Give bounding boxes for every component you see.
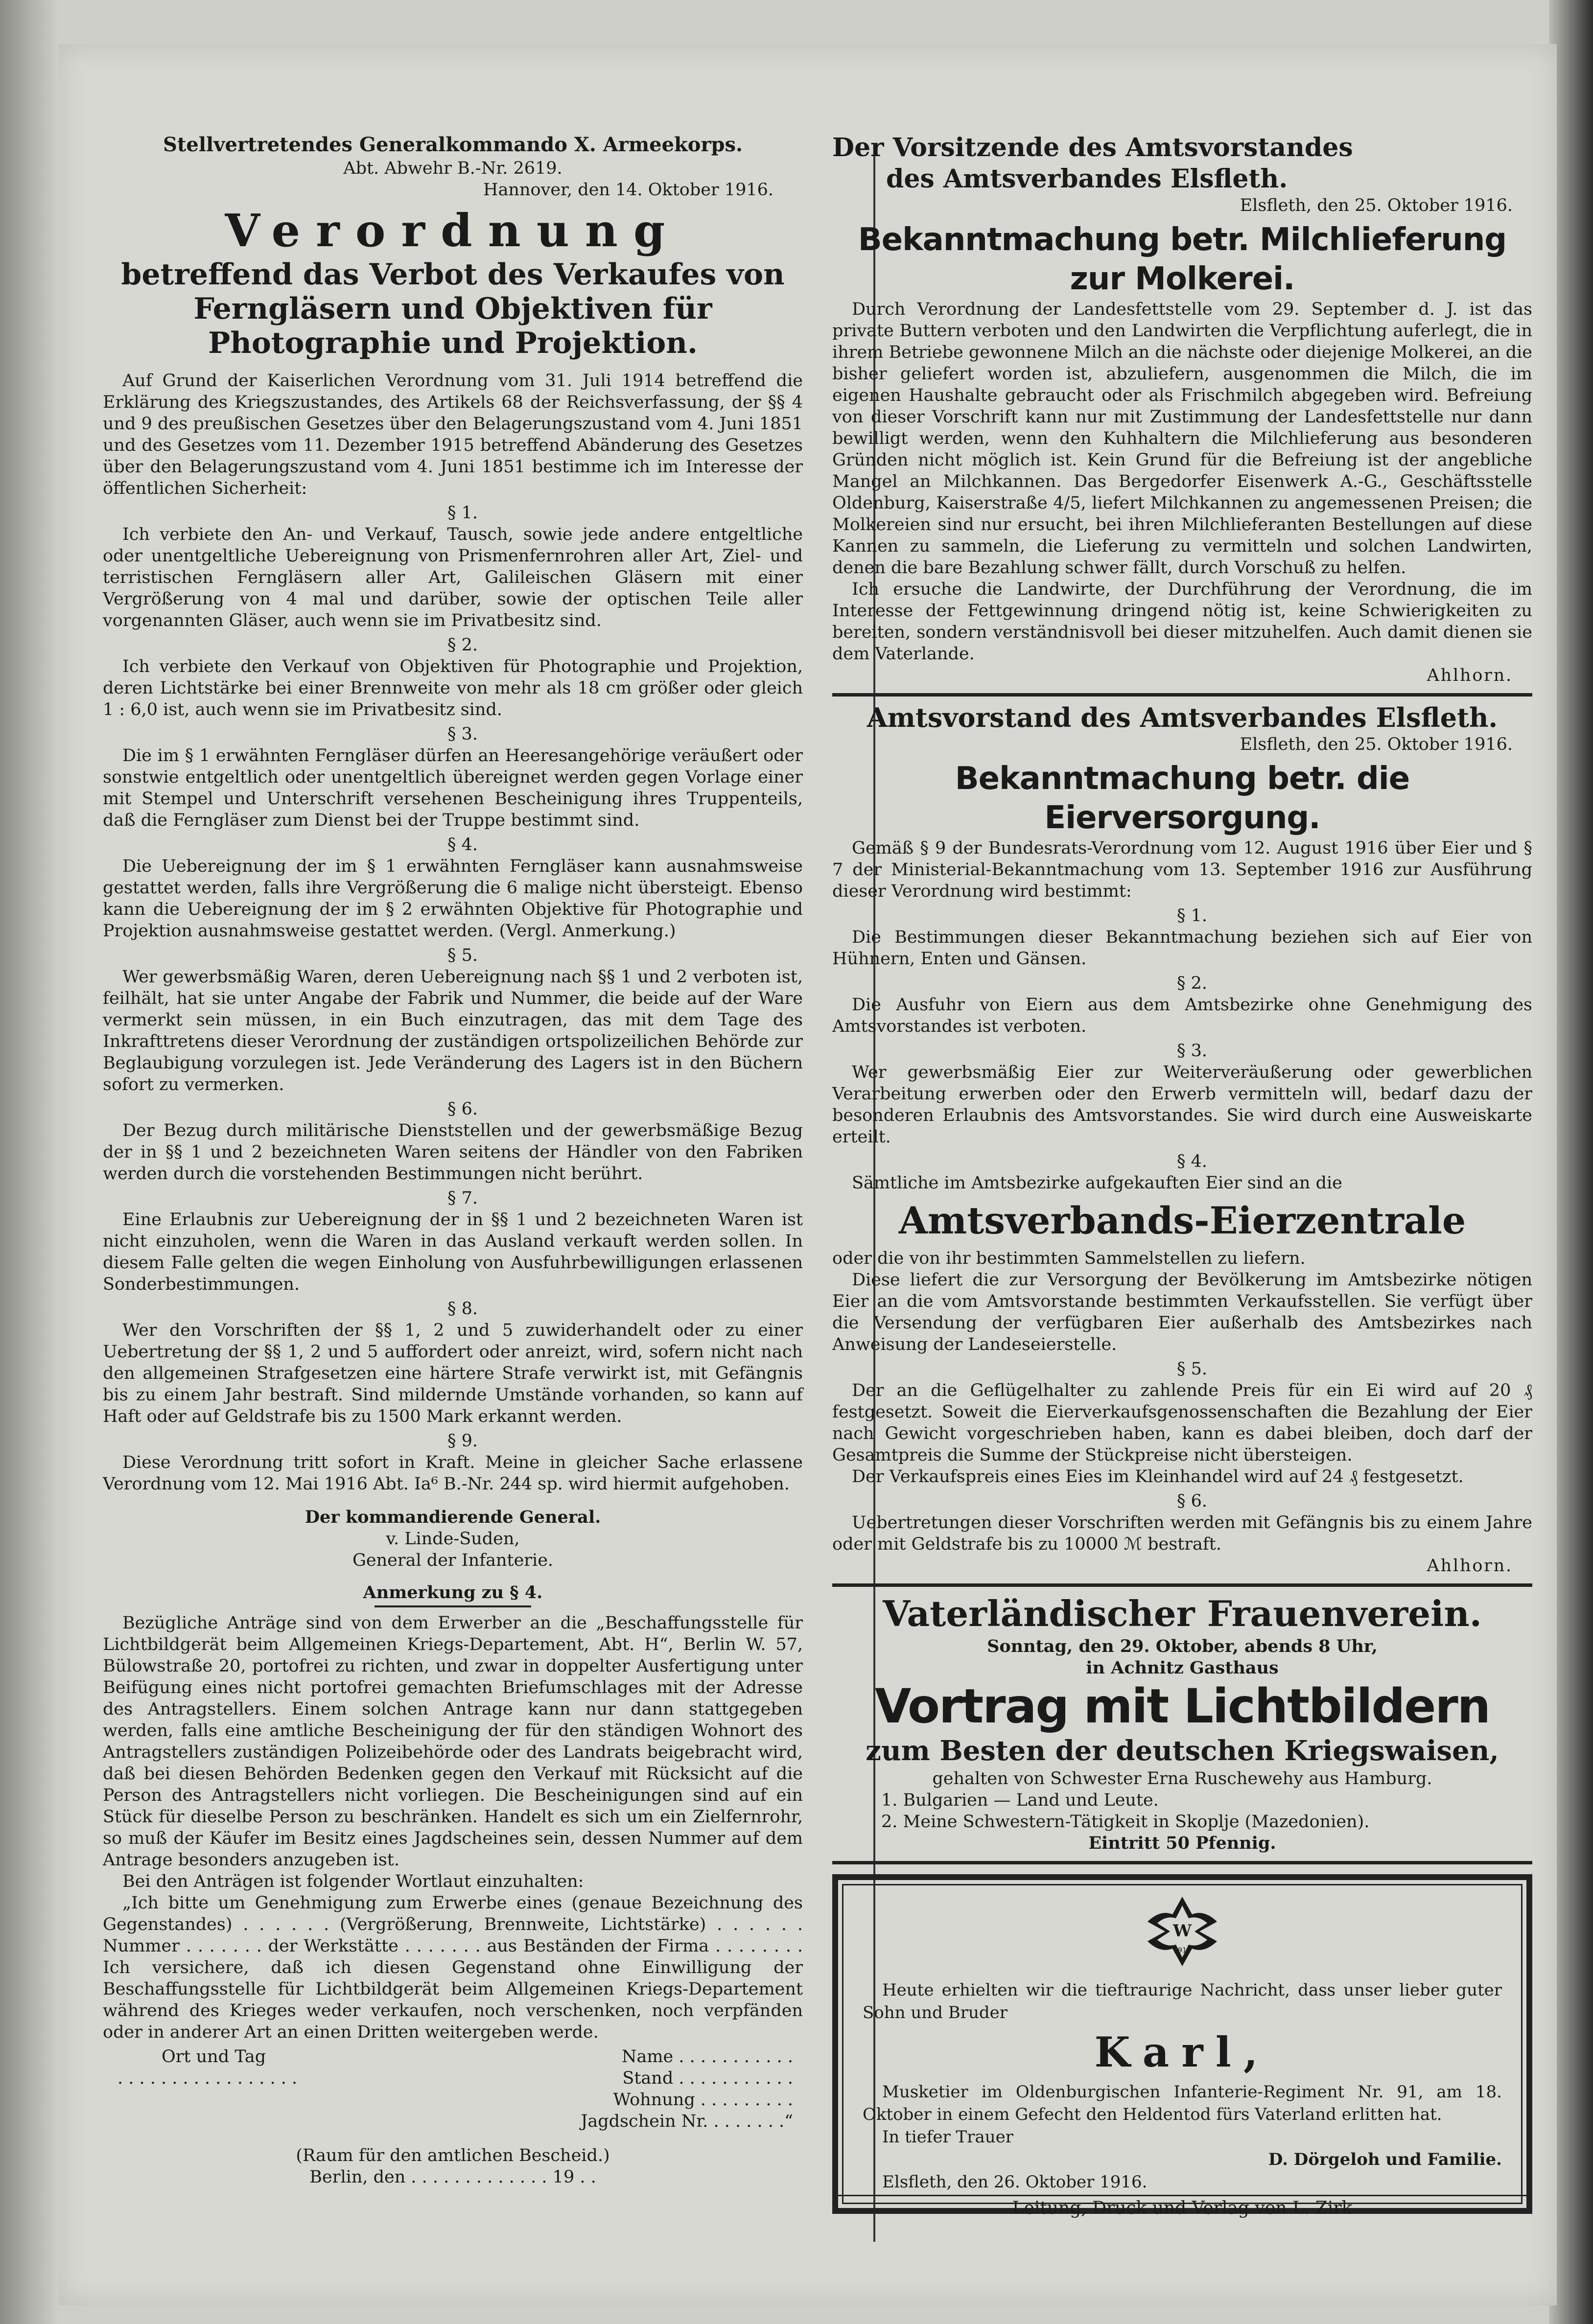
left-column bbox=[103, 132, 803, 2187]
form-text: „Ich bitte um Genehmigung zum Erwerbe eines (genaue Bezeichnung des Gegenstandes) . . . . . . (Vergrößerung, Brennweite, Lichtstärke) . . . . . . Nummer . . . . . . . der Werkstätte . . . . . . . aus Beständen der Firma . . . . . . . . Ich versichere, daß ich diesen Gegenstand ohne Einwilligung der Beschaffungsstelle für Lichtbildgerät beim Allgemeinen Kriegs-Departement während des Krieges weder verkaufen, noch verschenken, noch verpfänden oder in anderer Art an einen Dritten weitergeben werde. bbox=[103, 1893, 803, 2042]
right-column bbox=[832, 132, 1532, 2192]
decree-title: Verordnung bbox=[225, 204, 681, 257]
section-text: Eine Erlaubnis zur Uebereignung der in §§ 1 und 2 bezeichneten Waren ist nicht einzuholen, wenn die Waren in das Ausland verkauft werden sollen. In diesem Falle gelten die wegen Einholung von Ausfuhrbewilligungen erlassenen Sonderbestimmungen. bbox=[103, 1210, 803, 1294]
section-heading: § 3. bbox=[447, 724, 478, 744]
egg-notice-title: Bekanntmachung betr. die Eierversorgung. bbox=[955, 761, 1410, 836]
chairman-heading-2: des Amtsverbandes Elsfleth. bbox=[886, 164, 1288, 194]
form-wohnung-label: Wohnung . . . . . . . . . bbox=[613, 2090, 793, 2110]
signature-ahlhorn: Ahlhorn. bbox=[1427, 1556, 1513, 1576]
lecture-item: 1. Bulgarien — Land und Leute. bbox=[881, 1790, 1159, 1810]
command-header: Stellvertretendes Generalkommando X. Armeekorps. bbox=[163, 133, 743, 156]
section-text: Der Verkaufspreis eines Eies im Kleinhandel wird auf 24 ₰ festgesetzt. bbox=[852, 1467, 1464, 1487]
form-stand-label: Stand . . . . . . . . . . . bbox=[622, 2068, 793, 2088]
section-text: Die Uebereignung der im § 1 erwähnten Ferngläser kann ausnahmsweise gestattet werden, falls ihre Vergrößerung die 6 malige nicht übersteigt. Ebenso kann die Uebereignung der im § 2 erwähnten Objektive für Photographie und Projektion ausnahmsweise gestattet werden. (Vergl. Anmerkung.) bbox=[103, 857, 803, 941]
form-name-label: Name . . . . . . . . . . . bbox=[621, 2047, 793, 2067]
section-text: Der an die Geflügelhalter zu zahlende Preis für ein Ei wird auf 20 ₰ festgesetzt. Soweit die Eierverkaufsgenossenschaften die Bezahlung der Eier nach Gewicht vorgeschrieben haben, kann es dabei bleiben, doch darf der Gesamtpreis die Summe der Stückpreise nicht übersteigen. bbox=[832, 1381, 1532, 1465]
divider bbox=[832, 693, 1532, 697]
lecture-item: 2. Meine Schwestern-Tätigkeit in Skoplje (Mazedonien). bbox=[881, 1812, 1370, 1832]
section-text: Sämtliche im Amtsbezirke aufgekauften Eier sind an die bbox=[852, 1173, 1342, 1193]
signature-title: Der kommandierende General. bbox=[305, 1507, 601, 1527]
iron-cross-icon bbox=[1146, 1895, 1219, 1968]
form-place-label: Ort und Tag bbox=[162, 2047, 266, 2067]
section-text: Die im § 1 erwähnten Ferngläser dürfen an Heeresangehörige veräußert oder sonstwie entgeltlich oder unentgeltlich übereignet werden gegen Vorlage einer mit Stempel und Unterschrift versehenen Bescheinigung ihres Truppenteils, daß die Ferngläser zum Dienst bei der Truppe bestimmt sind. bbox=[103, 746, 803, 830]
form-row bbox=[103, 2089, 803, 2111]
note-text: Bezügliche Anträge sind von dem Erwerber an die „Beschaffungsstelle für Lichtbildgerät beim Allgemeinen Kriegs-Departement, Abt. H“, Berlin W. 57, Bülowstraße 20, portofrei zu richten, und zwar in doppelter Ausfertigung unter Beifügung eines nicht portofrei gemachten Briefumschlages mit der Adresse des Antragstellers. Einem solchen Antrage kann nur dann stattgegeben werden, falls eine amtliche Bescheinigung der für den ständigen Wohnort des Antragstellers zuständigen Polizeibehörde oder des Landrats beigebracht wird, daß bei diesen Behörden Bedenken gegen den Verkauf mit Rücksicht auf die Person des Antragstellers nicht vorliegen. Die Bescheinigungen sind auf ein Stück für dieselbe Person zu beschränken. Handelt es sich um ein Zielfernrohr, so muß der Käufer im Besitz eines Jagdscheines sein, dessen Nummer auf dem Antrage besonders anzugeben ist. bbox=[103, 1613, 803, 1870]
publisher-footer: Leitung, Druck und Verlag von L. Zirk bbox=[1012, 2198, 1353, 2218]
obituary-date: Elsfleth, den 26. Oktober 1916. bbox=[882, 2172, 1148, 2192]
section-text: Der Bezug durch militärische Dienststellen und der gewerbsmäßige Bezug der in §§ 1 und 2 bezeichneten Waren seitens der Händler von den Fabriken werden durch die vorstehenden Bestimmungen nicht berührt. bbox=[103, 1121, 803, 1184]
cross-letter: W bbox=[1172, 1921, 1192, 1941]
section-text: Wer gewerbsmäßig Eier zur Weiterveräußerung oder gewerblichen Verarbeitung erwerben oder den Erwerb vermitteln will, bedarf dazu der besonderen Erlaubnis des Amtsvorstandes. Sie wird durch eine Ausweiskarte erteilt. bbox=[832, 1063, 1532, 1147]
date-line: Elsfleth, den 25. Oktober 1916. bbox=[1240, 735, 1513, 754]
section-heading: § 6. bbox=[1176, 1491, 1208, 1511]
section-heading: § 2. bbox=[1176, 974, 1208, 993]
mourning-line: In tiefer Trauer bbox=[882, 2127, 1014, 2147]
divider bbox=[832, 1861, 1532, 1864]
note-text: Bei den Anträgen ist folgender Wortlaut einzuhalten: bbox=[122, 1872, 584, 1891]
section-heading: § 1. bbox=[447, 503, 478, 523]
section-text: Wer den Vorschriften der §§ 1, 2 und 5 zuwiderhandelt oder zu einer Uebertretung der §§ 1, 2 und 5 auffordert oder anreizt, wird, sofern nicht nach den allgemeinen Strafgesetzen eine härtere Strafe verwirkt ist, mit Gefängnis bis zu einem Jahr bestraft. Sind mildernde Umstände vorhanden, so kann auf Haft oder auf Geldstrafe bis zu 1500 Mark erkannt werden. bbox=[103, 1321, 803, 1426]
section-heading: § 1. bbox=[1176, 906, 1208, 926]
obituary-text: Heute erhielten wir die tieftraurige Nachricht, dass unser lieber guter Sohn und Bruder bbox=[863, 1980, 1502, 2022]
milk-notice-title: Bekanntmachung betr. Milchlieferung zur Molkerei. bbox=[858, 222, 1507, 297]
event-location: in Achnitz Gasthaus bbox=[1086, 1658, 1279, 1678]
signature-name: v. Linde-Suden, bbox=[386, 1529, 520, 1549]
section-heading: § 8. bbox=[447, 1299, 478, 1319]
admission: Eintritt 50 Pfennig. bbox=[1088, 1833, 1276, 1853]
egg-intro: Gemäß § 9 der Bundesrats-Verordnung vom 12. August 1916 über Eier und § 7 der Ministerial-Bekanntmachung vom 13. September 1916 zur Ausführung dieser Verordnung wird bestimmt: bbox=[832, 838, 1532, 901]
newspaper-page bbox=[59, 44, 1557, 2305]
event-date: Sonntag, den 29. Oktober, abends 8 Uhr, bbox=[987, 1636, 1378, 1656]
form-jagd-label: Jagdschein Nr. . . . . . . .“ bbox=[581, 2112, 793, 2131]
obituary-box bbox=[832, 1874, 1532, 2214]
note-underline bbox=[375, 1605, 531, 1607]
association-heading: Vaterländischer Frauenverein. bbox=[883, 1593, 1482, 1634]
section-heading: § 5. bbox=[447, 946, 478, 965]
egg-central-heading: Amtsverbands-Eierzentrale bbox=[898, 1199, 1466, 1242]
place-date: Hannover, den 14. Oktober 1916. bbox=[483, 180, 773, 200]
scan-edge-left bbox=[0, 0, 59, 2324]
decree-intro: Auf Grund der Kaiserlichen Verordnung vom 31. Juli 1914 betreffend die Erklärung des Kriegszustandes, des Artikels 68 der Reichsverfassung, der §§ 4 und 9 des preußischen Gesetzes über den Belagerungszustand vom 4. Juni 1851 und des Gesetzes vom 11. Dezember 1915 betreffend Abänderung des Gesetzes über den Belagerungszustand vom 4. Juni 1851 bestimme ich im Interesse der öffentlichen Sicherheit: bbox=[103, 371, 803, 498]
form-row bbox=[103, 2046, 803, 2068]
milk-notice-text: Durch Verordnung der Landesfettstelle vom 29. September d. J. ist das private Buttern verboten und den Landwirten die Verpflichtung auferlegt, die in ihrem Betriebe gewonnene Milch an die nächste oder diejenige Molkerei, an die bisher geliefert worden ist, abzuliefern, ausgenommen die Milch, die im eigenen Haushalte gebraucht oder als Frischmilch abgegeben wird. Befreiung von dieser Vorschrift kann nur mit Zustimmung der Landesfettstelle nur dann bewilligt werden, wenn den Kuhhaltern die Milchlieferung aus besonderen Gründen nicht möglich ist. Kein Grund für die Befreiung ist der angebliche Mangel an Milchkannen. Das Bergedorfer Eisenwerk A.-G., Geschäftsstelle Oldenburg, Kaiserstraße 4/5, liefert Milchkannen zu angemessenen Preisen; die Molkereien sind nur ersucht, bei ihren Milchlieferanten Bestellungen auf diese Kannen zu sammeln, die Lieferung zu vermitteln und solchen Landwirten, denen die bare Bezahlung schwer fällt, durch Vorschuß zu helfen. bbox=[832, 300, 1532, 578]
chairman-heading: Der Vorsitzende des Amtsvorstandes bbox=[832, 133, 1353, 163]
deceased-name: Karl, bbox=[1094, 2028, 1270, 2076]
note-heading: Anmerkung zu § 4. bbox=[363, 1582, 543, 1603]
signature-rank: General der Infanterie. bbox=[352, 1551, 554, 1570]
section-heading: § 9. bbox=[447, 1431, 478, 1451]
official-space: (Raum für den amtlichen Bescheid.) bbox=[296, 2146, 610, 2165]
section-text: Ich verbiete den An- und Verkauf, Tausch, sowie jede andere entgeltliche oder unentgeltliche Uebereignung von Prismenfernrohren aller Art, Ziel- und terristischen Ferngläsern aller Art, Galileischen Gläsern mit einer Vergrößerung von 4 mal und darüber, sowie der optischen Teile aller vorgenannten Gläser, auch wenn sie im Privatbesitz sind. bbox=[103, 525, 803, 630]
section-heading: § 2. bbox=[447, 635, 478, 655]
form-dots: . . . . . . . . . . . . . . . . . bbox=[117, 2068, 298, 2088]
form-row bbox=[103, 2111, 803, 2132]
section-text: Diese Verordnung tritt sofort in Kraft. Meine in gleicher Sache erlassene Verordnung vom 12. Mai 1916 Abt. Ia⁶ B.-Nr. 244 sp. wird hiermit aufgehoben. bbox=[103, 1453, 803, 1494]
section-text: Uebertretungen dieser Vorschriften werden mit Gefängnis bis zu einem Jahre oder mit Geldstrafe bis zu 10000 ℳ bestraft. bbox=[832, 1513, 1532, 1554]
form-row bbox=[103, 2068, 803, 2089]
dept-line: Abt. Abwehr B.-Nr. 2619. bbox=[343, 159, 562, 178]
iron-cross bbox=[863, 1895, 1502, 1974]
section-text: Ich verbiete den Verkauf von Objektiven für Photographie und Projektion, deren Lichtstärke bei einer Brennweite von mehr als 18 cm größer oder gleich 1 : 6,0 ist, auch wenn sie im Privatbesitz sind. bbox=[103, 657, 803, 720]
obituary-text-2: Musketier im Oldenburgischen Infanterie-Regiment Nr. 91, am 18. Oktober in einem Gefecht den Heldentod fürs Vaterland erlitten hat. bbox=[863, 2082, 1502, 2124]
section-heading: § 5. bbox=[1176, 1359, 1208, 1379]
lecture-title: Vortrag mit Lichtbildern bbox=[874, 1679, 1490, 1734]
section-text: Die Ausfuhr von Eiern aus dem Amtsbezirke ohne Genehmigung des Amtsvorstandes ist verboten. bbox=[832, 995, 1532, 1036]
section-heading: § 4. bbox=[1176, 1152, 1208, 1171]
section-heading: § 7. bbox=[447, 1188, 478, 1208]
section-text: Die Bestimmungen dieser Bekanntmachung beziehen sich auf Eier von Hühnern, Enten und Gänsen. bbox=[832, 928, 1532, 969]
section-heading: § 4. bbox=[447, 835, 478, 855]
berlin-date-line: Berlin, den . . . . . . . . . . . . . 19 . . bbox=[309, 2167, 596, 2187]
divider bbox=[832, 1583, 1532, 1587]
section-heading: § 6. bbox=[447, 1099, 478, 1119]
section-text: Wer gewerbsmäßig Waren, deren Uebereignung nach §§ 1 und 2 verboten ist, feilhält, hat sie unter Angabe der Fabrik und Nummer, die beide auf der Ware vermerkt sein müssen, in ein Buch einzutragen, das mit dem Tage des Inkrafttretens dieser Verordnung der zuständigen ortspolizeilichen Behörde zur Beglaubigung vorzulegen ist. Jede Veränderung des Lagers ist in den Büchern sofort zu vermerken. bbox=[103, 967, 803, 1094]
date-line: Elsfleth, den 25. Oktober 1916. bbox=[1240, 196, 1513, 215]
signature-ahlhorn: Ahlhorn. bbox=[1427, 666, 1513, 685]
lecturer: gehalten von Schwester Erna Ruschewehy aus Hamburg. bbox=[932, 1769, 1432, 1789]
lecture-purpose: zum Besten der deutschen Kriegswaisen, bbox=[866, 1735, 1499, 1767]
milk-notice-text-2: Ich ersuche die Landwirte, der Durchführung der Verordnung, die im Interesse der Fettgewinnung dringend nötig ist, keine Schwierigkeiten zu bereiten, sondern verständnisvoll bei dieser mitzuhelfen. Auch damit dienen sie dem Vaterlande. bbox=[832, 580, 1532, 664]
cross-year: 1914 bbox=[1173, 1947, 1191, 1954]
amtsvorstand-heading: Amtsvorstand des Amtsverbandes Elsfleth. bbox=[867, 702, 1498, 733]
family-signature: D. Dörgeloh und Familie. bbox=[1268, 2150, 1502, 2169]
section-heading: § 3. bbox=[1176, 1041, 1208, 1061]
decree-subtitle: betreffend das Verbot des Verkaufes von Ferngläsern und Objektiven für Photographie und Projektion. bbox=[121, 257, 785, 360]
section-text: oder die von ihr bestimmten Sammelstellen zu liefern. bbox=[832, 1249, 1306, 1268]
footer-rule bbox=[832, 2195, 1532, 2196]
section-text: Diese liefert die zur Versorgung der Bevölkerung im Amtsbezirke nötigen Eier an die vom Amtsvorstande bestimmten Verkaufsstellen. Sie verfügt über die Versendung der verfügbaren Eier außerhalb des Amtsbezirkes nach Anweisung der Landeseierstelle. bbox=[832, 1270, 1532, 1354]
